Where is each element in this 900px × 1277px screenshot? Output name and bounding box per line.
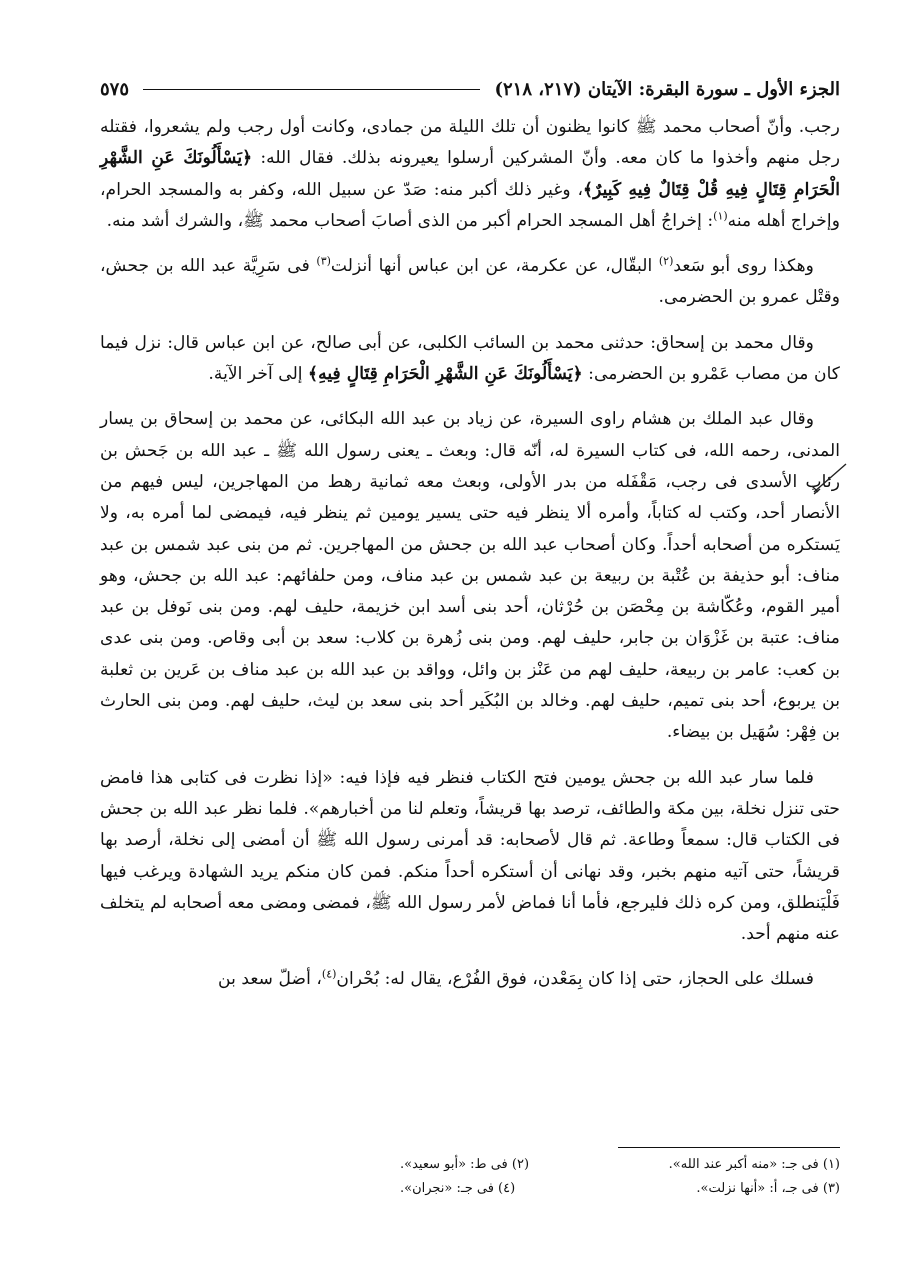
paragraph-5: فلما سار عبد الله بن جحش يومين فتح الكتاب فنظر فيه فإذا فيه: «إذا نظرت فى كتابى هذا فامض حتى تنزل نخلة، بين مكة والطائف، ترصد بها قريشاً، وتعلم لنا من أخبارهم». فلما نظر عبد الله بن جحش فى الكتاب قال: سمعاً وطاعة. ثم قال لأصحابه: قد أمرنى رسول الله ﷺ أن أمضى إلى نخلة، أرصد بها قريشاً، حتى آتيه منهم بخبر، وقد نهانى أن أستكره أحداً منكم. فمن كان منكم يريد الشهادة ويرغب فيها فَلْيَنطلق، ومن كره ذلك فليرجع، فأما أنا فماض لأمر رسول الله ﷺ، فمضى ومضى معه أصحابه لم يتخلف عنه منهم أحد. [100,767,841,945]
footnote-ref-4[interactable]: (٤) [321,967,337,981]
p6-text-1: فسلك على الحجاز، حتى إذا كان بِمَعْدن، فوق الفُرْع، يقال له: بُحْران [336,969,814,990]
footnote-ref-3[interactable]: (٣) [316,254,331,268]
p2-text-3: فى سَرِيَّة عبد الله بن جحش، وقتْل عمرو بن الحضرمى. [100,256,840,308]
footnote-2: (٢) فى ط: «أبو سعيد». [400,1157,530,1172]
footnote-4: (٤) فى جـ: «نجران». [400,1181,516,1196]
handwritten-pen-mark [808,462,848,502]
page-number: ٥٧٥ [100,78,130,100]
p1-text-2: ، وغير ذلك أكبر منه: صَدّ عن سبيل الله، وكفر به والمسجد الحرام، وإخراج أهله منه [100,179,840,231]
header-rule [143,89,480,90]
paragraph-2 [100,251,840,314]
p2-text-2: البقّال، عن عكرمة، عن ابن عباس أنها أنزلت [330,256,659,277]
quran-verse-2: ﴿يَسْأَلُونَكَ عَنِ الشَّهْرِ الْحَرَامِ قِتَالٍ فِيهِ﴾ [308,364,583,385]
running-header [100,72,840,106]
footnote-rule [618,1147,840,1148]
paragraph-4: وقال عبد الملك بن هشام راوى السيرة، عن زياد بن عبد الله البكائى، عن محمد بن إسحاق بن يسار المدنى، رحمه الله، فى كتاب السيرة له، أنّه قال: وبعث ـ يعنى رسول الله ﷺ ـ عبد الله بن جَحش بن رئاب الأسدى فى رجب، مَقْفَله من بدر الأولى، وبعث معه ثمانية رهط من المهاجرين، ليس فيهم من الأنصار أحد، وكتب له كتاباً، وأمره ألا ينظر فيه حتى يسير يومين ثم ينظر فيه، فيمضى لما أمره به، ولا يَستكره من أصحابه أحداً. وكان أصحاب عبد الله بن جحش من المهاجرين. ثم من بنى عبد شمس بن عبد مناف: أبو حذيفة بن عُتْبة بن ربيعة بن عبد شمس بن عبد مناف، ومن حلفائهم: عبد الله بن جحش، وهو أمير القوم، وعُكّاشة بن مِحْصَن بن حُرْثان، أحد بنى أسد ابن خزيمة، حليف لهم. ومن بنى نَوفل بن عبد مناف: عتبة بن غَزْوَان بن جابر، حليف لهم. ومن بنى زُهرة بن كلاب: سعد بن أبى وقاص. ومن بنى عدى بن كعب: عامر بن ربيعة، حليف لهم من عَنْز بن وائل، وواقد بن عبد الله بن عبد مناف بن عَرين بن ثعلبة بن يربوع، أحد بنى تميم، حليف لهم. وخالد بن البُكَير أحد بنى سعد بن ليث، حليف لهم. ومن بنى الحارث بن فِهْر: سُهَيل بن بيضاء. [100,409,840,743]
paragraph-6 [100,964,840,995]
p2-text-1: وهكذا روى أبو سَعد [673,256,814,277]
footnote-row-1 [400,1153,840,1177]
footnote-row-2 [400,1177,840,1201]
p3-text-2: إلى آخر الآية. [208,364,309,385]
footnote-3: (٣) فى جـ، أ: «أنها نزلت». [696,1181,840,1196]
header-title: الجزء الأول ـ سورة البقرة: الآيتان (٢١٧، ٢١٨) [494,78,840,100]
p1-text-3: : إخراجُ أهل المسجد الحرام أكبر من الذى أصابَ أصحاب محمد ﷺ، والشرك أشد منه. [106,210,714,231]
footnote-1: (١) فى جـ: «منه أكبر عند الله». [668,1157,840,1172]
footnote-ref-1[interactable]: (١) [713,209,728,223]
p6-text-2: ، أضلّ سعد بن [217,969,322,990]
paragraph-1 [100,112,840,237]
footnotes [400,1153,840,1201]
page-body [100,112,840,1010]
footnote-ref-2[interactable]: (٢) [658,254,674,268]
quran-verse-1: ﴿يَسْأَلُونَكَ عَنِ الشَّهْرِ الْحَرَامِ قِتَالٍ فِيهِ قُلْ قِتَالٌ فِيهِ كَبِيرٌ﴾ [100,148,840,200]
paragraph-3 [100,328,840,391]
p1-text-1: رجب. وأنّ أصحاب محمد ﷺ كانوا يظنون أن تلك الليلة من جمادى، وكانت أول رجب ولم يشعروا، فقتله رجل منهم وأخذوا ما كان معه. وأنّ المشركين أرسلوا يعيرونه بذلك. فقال الله: [100,117,841,169]
p3-text-1: وقال محمد بن إسحاق: حدثنى محمد بن السائب الكلبى، عن أبى صالح، عن ابن عباس قال: نزل فيما كان من مصاب عَمْرو بن الحضرمى: [100,332,840,385]
